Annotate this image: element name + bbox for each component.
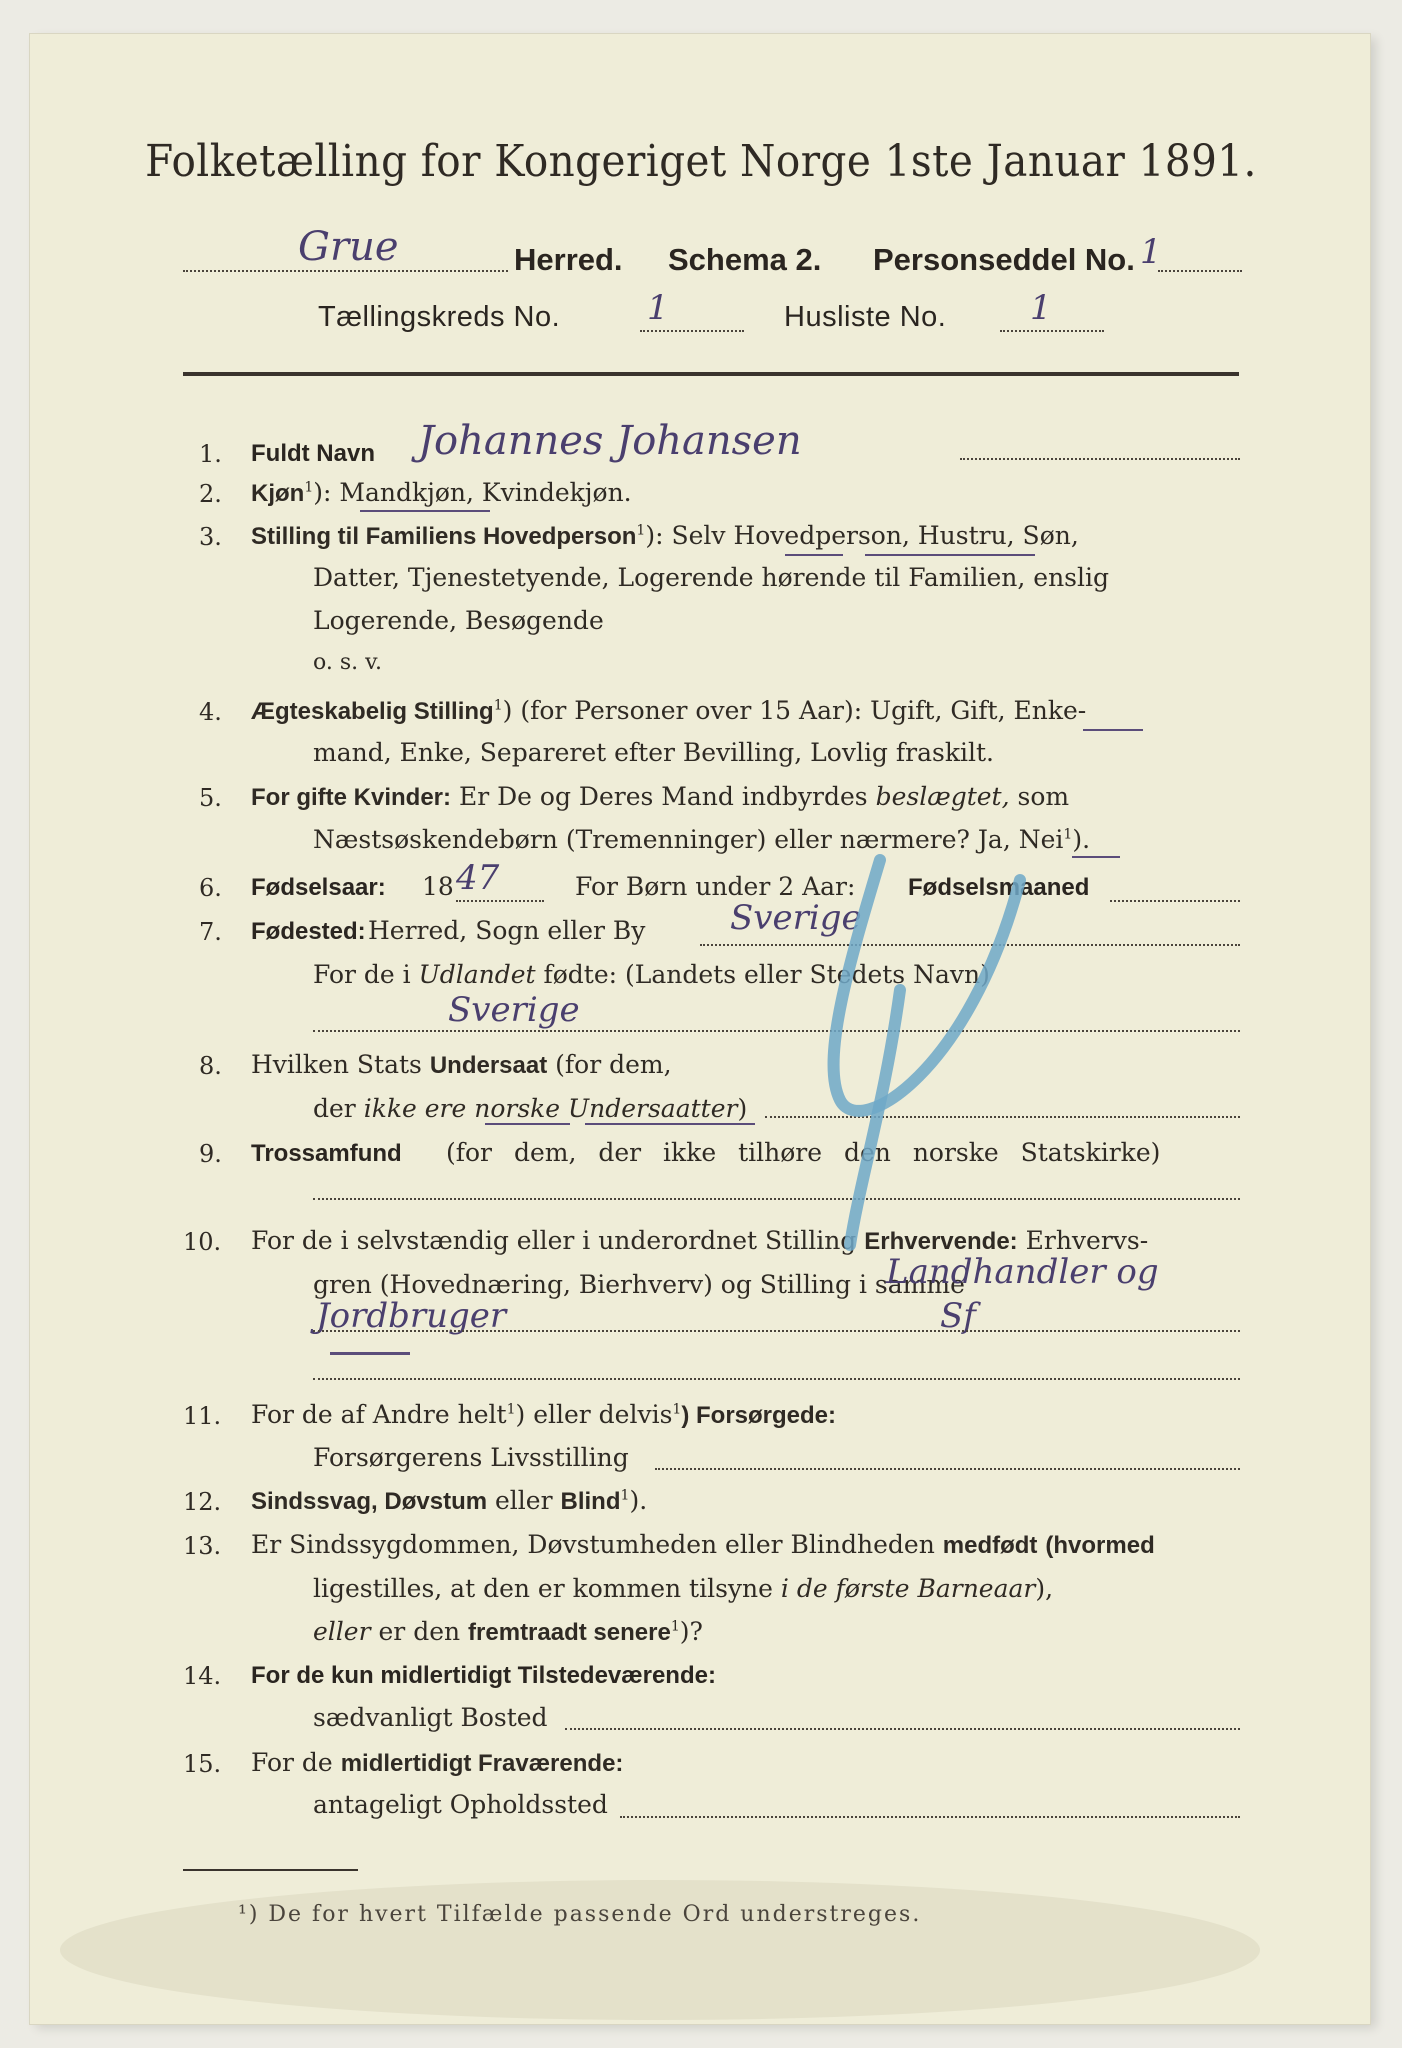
blue-check-mark-icon bbox=[780, 840, 1040, 1260]
item-number: 9. bbox=[199, 1140, 222, 1168]
herred-dotted-line bbox=[183, 270, 508, 272]
q11-dotted-line bbox=[655, 1468, 1240, 1470]
footnote: ¹) De for hvert Tilfælde passende Ord understreges. bbox=[238, 1902, 922, 1927]
q13-line3a: eller bbox=[313, 1617, 371, 1646]
q8-line1c: (for dem, bbox=[555, 1050, 672, 1079]
q6-middle: For Børn under 2 Aar: bbox=[575, 872, 856, 901]
herred-value: Grue bbox=[298, 224, 399, 270]
q13-line2a: ligestilles, at den er kommen tilsyne bbox=[313, 1574, 773, 1603]
q3-label: Stilling til Familiens Hovedperson bbox=[251, 523, 637, 550]
census-form-sheet bbox=[30, 34, 1370, 2024]
footnote-ref: 1 bbox=[304, 479, 314, 496]
underline-selv bbox=[785, 554, 843, 556]
answer-birth-year: 47 bbox=[456, 858, 500, 898]
q10-line1b: Erhvervende: bbox=[864, 1228, 1018, 1255]
underline-mandkjon bbox=[360, 510, 490, 512]
herred-label: Herred. bbox=[514, 242, 623, 277]
item-number: 3. bbox=[199, 523, 222, 551]
answer-full-name: Johannes Johansen bbox=[418, 418, 802, 464]
q7-dotted-line-2 bbox=[313, 1030, 1240, 1032]
item-number: 12. bbox=[183, 1488, 222, 1516]
answer-occupation: Landhandler og Jordbruger bbox=[316, 1252, 1159, 1336]
item-number: 6. bbox=[199, 874, 222, 902]
q4-label: Ægteskabelig Stilling bbox=[251, 698, 494, 725]
q15-line1b: midlertidigt Fraværende: bbox=[340, 1750, 624, 1777]
answer-birthplace: Sverige bbox=[730, 898, 862, 938]
q2-label: Kjøn bbox=[251, 480, 305, 507]
q14-line2: sædvanligt Bosted bbox=[313, 1703, 548, 1732]
form-title: Folketælling for Kongeriget Norge 1ste Januar 1891. bbox=[145, 136, 1257, 187]
item-number: 14. bbox=[183, 1662, 222, 1690]
q13-line3b: er den bbox=[378, 1617, 461, 1646]
item-number: 4. bbox=[199, 698, 222, 726]
q7-line2a: For de i bbox=[313, 960, 411, 989]
q5-line1a: Er De og Deres Mand indbyrdes bbox=[458, 782, 868, 811]
item-number: 7. bbox=[199, 918, 222, 946]
q11-line2: Forsørgerens Livsstilling bbox=[313, 1443, 629, 1472]
q2-options: ): Mandkjøn, Kvindekjøn. bbox=[313, 478, 632, 507]
q10-line1a: For de i selvstændig eller i underordnet Stilling bbox=[251, 1226, 857, 1255]
q6-dotted-line bbox=[456, 900, 544, 902]
item-number: 8. bbox=[199, 1052, 222, 1080]
q5-line2: Næstsøskendebørn (Tremenninger) eller nærmere? Ja, Nei bbox=[313, 825, 1064, 854]
item-number: 15. bbox=[183, 1750, 222, 1778]
item-number: 1. bbox=[199, 440, 222, 468]
q6-label: Fødselsaar: bbox=[251, 874, 386, 901]
q10-dotted-line bbox=[313, 1330, 1240, 1332]
underline-gift bbox=[1083, 729, 1143, 731]
q10-dotted-line-2 bbox=[313, 1378, 1240, 1380]
q14-dotted-line bbox=[565, 1728, 1240, 1730]
q4-line2: mand, Enke, Separeret efter Bevilling, Lovlig fraskilt. bbox=[313, 738, 994, 767]
item-number: 5. bbox=[199, 784, 222, 812]
q13-line2b: i de første Barneaar bbox=[780, 1574, 1036, 1603]
husliste-value: 1 bbox=[1030, 288, 1052, 328]
q9-label: Trossamfund bbox=[251, 1140, 402, 1167]
footnote-rule bbox=[183, 1869, 358, 1871]
q12-label: Sindssvag, Døvstum bbox=[251, 1488, 488, 1515]
q9-dotted-line bbox=[313, 1198, 1240, 1200]
q4-line1: ) (for Personer over 15 Aar): Ugift, Gift, Enke- bbox=[502, 696, 1087, 725]
kreds-value: 1 bbox=[647, 288, 669, 328]
q3-line2: Datter, Tjenestetyende, Logerende hørende til Familien, enslig bbox=[313, 563, 1110, 592]
ink-stroke bbox=[330, 1352, 410, 1355]
underline-undersaatter bbox=[585, 1123, 755, 1125]
q11-line1a: For de af Andre helt bbox=[251, 1400, 507, 1429]
q8-line2b: ikke ere norske Undersaatter bbox=[363, 1094, 738, 1123]
q7-line2c: fødte: (Landets eller Stedets Navn) bbox=[543, 960, 990, 989]
q8-line2a: der bbox=[313, 1094, 356, 1123]
q8-line1a: Hvilken Stats bbox=[251, 1050, 422, 1079]
q1-label: Fuldt Navn bbox=[251, 440, 375, 467]
q6-label2: Fødselsmaaned bbox=[908, 874, 1090, 901]
q12-label2: Blind bbox=[560, 1488, 621, 1515]
q5-line1b: beslægtet, bbox=[875, 782, 1010, 811]
kreds-dotted-line bbox=[640, 330, 744, 332]
q15-line1a: For de bbox=[251, 1748, 333, 1777]
q10-line2: gren (Hovednæring, Bierhverv) og Stilling i samme bbox=[313, 1270, 965, 1299]
q3-line4: o. s. v. bbox=[313, 650, 382, 675]
personseddel-value: 1 bbox=[1140, 232, 1162, 272]
header-rule bbox=[183, 372, 1239, 376]
personseddel-dotted-line bbox=[1158, 270, 1242, 272]
q14-line1: For de kun midlertidigt Tilstedeværende: bbox=[251, 1662, 716, 1689]
q1-dotted-line bbox=[960, 458, 1240, 460]
q3-line1: ): Selv Hovedperson, Hustru, Søn, bbox=[645, 521, 1079, 550]
q12-mid: eller bbox=[495, 1486, 553, 1515]
q15-dotted-line bbox=[620, 1816, 1240, 1818]
item-number: 2. bbox=[199, 480, 222, 508]
q9-text: (for dem, der ikke tilhøre den norske Statskirke) bbox=[446, 1138, 1161, 1167]
q6-dotted-line-2 bbox=[1110, 900, 1240, 902]
q13-line3c: fremtraadt senere bbox=[468, 1619, 671, 1646]
q15-line2: antageligt Opholdssted bbox=[313, 1790, 608, 1819]
q7-line2b: Udlandet bbox=[418, 960, 536, 989]
underline-nei bbox=[1072, 856, 1120, 858]
q13-line1c: (hvormed bbox=[1045, 1532, 1155, 1559]
q7-text: Herred, Sogn eller By bbox=[368, 916, 646, 945]
q11-line1c: ) Forsørgede: bbox=[681, 1402, 837, 1429]
q8-line1b: Undersaat bbox=[429, 1052, 548, 1079]
husliste-label: Husliste No. bbox=[784, 301, 947, 333]
kreds-label: Tællingskreds No. bbox=[318, 301, 561, 333]
q13-line1a: Er Sindssygdommen, Døvstumheden eller Blindheden bbox=[251, 1530, 935, 1559]
answer-foreign-birthplace: Sverige bbox=[448, 990, 580, 1030]
underline-norske bbox=[485, 1123, 570, 1125]
q3-line3: Logerende, Besøgende bbox=[313, 606, 604, 635]
q5-line1c: som bbox=[1017, 782, 1070, 811]
paper-stain bbox=[60, 1880, 1260, 2020]
item-number: 13. bbox=[183, 1532, 222, 1560]
schema-label: Schema 2. bbox=[668, 242, 822, 277]
q5-label: For gifte Kvinder: bbox=[251, 784, 452, 811]
husliste-dotted-line bbox=[1000, 330, 1104, 332]
answer-occupation-suffix: Sf bbox=[940, 1296, 976, 1336]
q10-line1c: Erhvervs- bbox=[1025, 1226, 1149, 1255]
q13-line1b: medfødt bbox=[942, 1532, 1038, 1559]
personseddel-label: Personseddel No. bbox=[873, 242, 1135, 277]
item-number: 11. bbox=[183, 1402, 222, 1430]
q6-prefix: 18 bbox=[422, 872, 454, 901]
item-number: 10. bbox=[183, 1228, 222, 1256]
q7-label: Fødested: bbox=[251, 918, 366, 945]
underline-hovedperson bbox=[865, 554, 1035, 556]
q11-line1b: ) eller delvis bbox=[515, 1400, 673, 1429]
